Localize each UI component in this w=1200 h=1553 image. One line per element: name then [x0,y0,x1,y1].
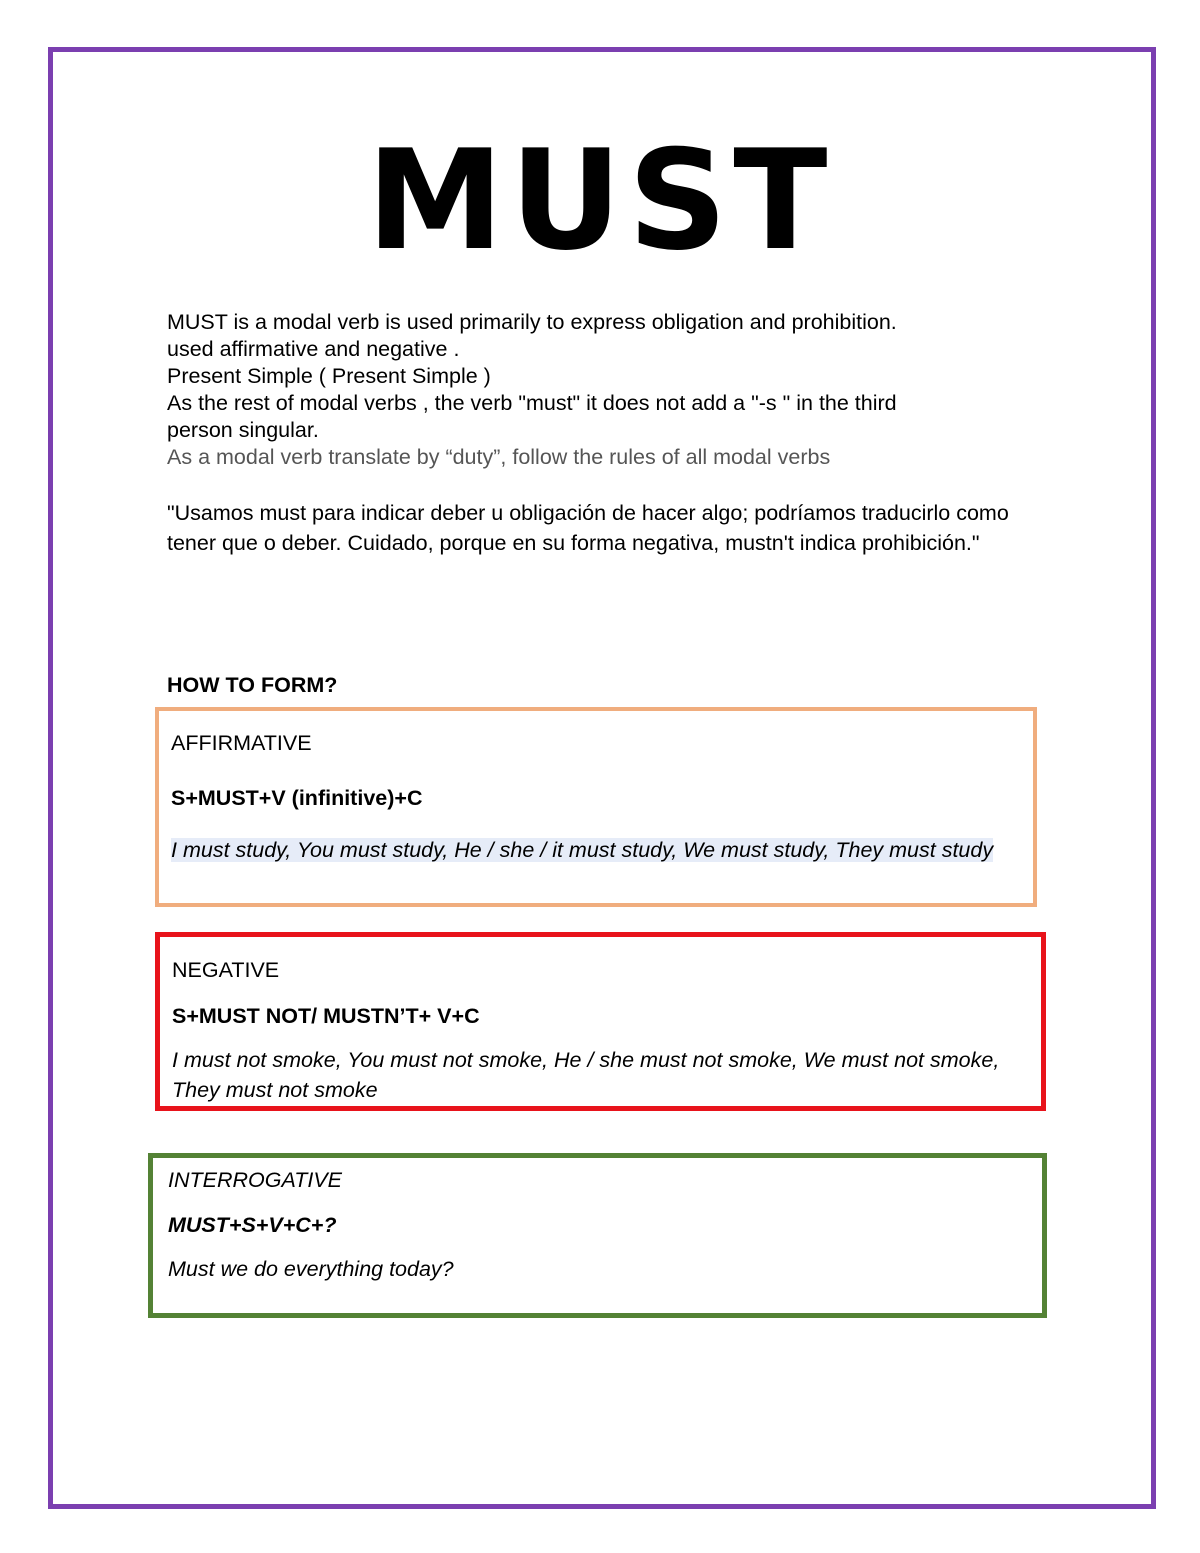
intro-line: MUST is a modal verb is used primarily to express obligation and prohibition. [167,310,897,334]
intro-paragraph [167,309,897,471]
spanish-quote: "Usamos must para indicar deber u obligación de hacer algo; podríamos traducirlo como tener que o deber. Cuidado, porque en su forma negativa, mustn't indica prohibición." [167,501,1009,555]
negative-example: I must not smoke, You must not smoke, He / she must not smoke, We must not smoke, They must not smoke [172,1048,1000,1102]
affirmative-formula: S+MUST+V (infinitive)+C [171,786,423,810]
interrogative-label: INTERROGATIVE [168,1168,343,1192]
negative-label: NEGATIVE [172,958,280,982]
affirmative-label: AFFIRMATIVE [171,731,312,755]
section-heading: HOW TO FORM? [167,673,338,697]
interrogative-example: Must we do everything today? [168,1257,454,1281]
negative-formula: S+MUST NOT/ MUSTN’T+ V+C [172,1004,480,1028]
interrogative-formula: MUST+S+V+C+? [168,1213,337,1237]
negative-box [155,932,1046,1111]
interrogative-box [148,1153,1047,1318]
affirmative-example [171,835,1019,865]
intro-line: As a modal verb translate by “duty”, follow the rules of all modal verbs [167,445,831,469]
intro-line: Present Simple ( Present Simple ) [167,364,491,388]
page-title: MUST [366,120,834,281]
affirmative-example-text: I must study, You must study, He / she / it must study, We must study, They must study [171,838,994,862]
intro-line: used affirmative and negative . [167,337,460,361]
intro-line: person singular. [167,418,319,442]
affirmative-box [155,707,1037,907]
intro-line: As the rest of modal verbs , the verb "must" it does not add a "-s " in the third [167,391,897,415]
